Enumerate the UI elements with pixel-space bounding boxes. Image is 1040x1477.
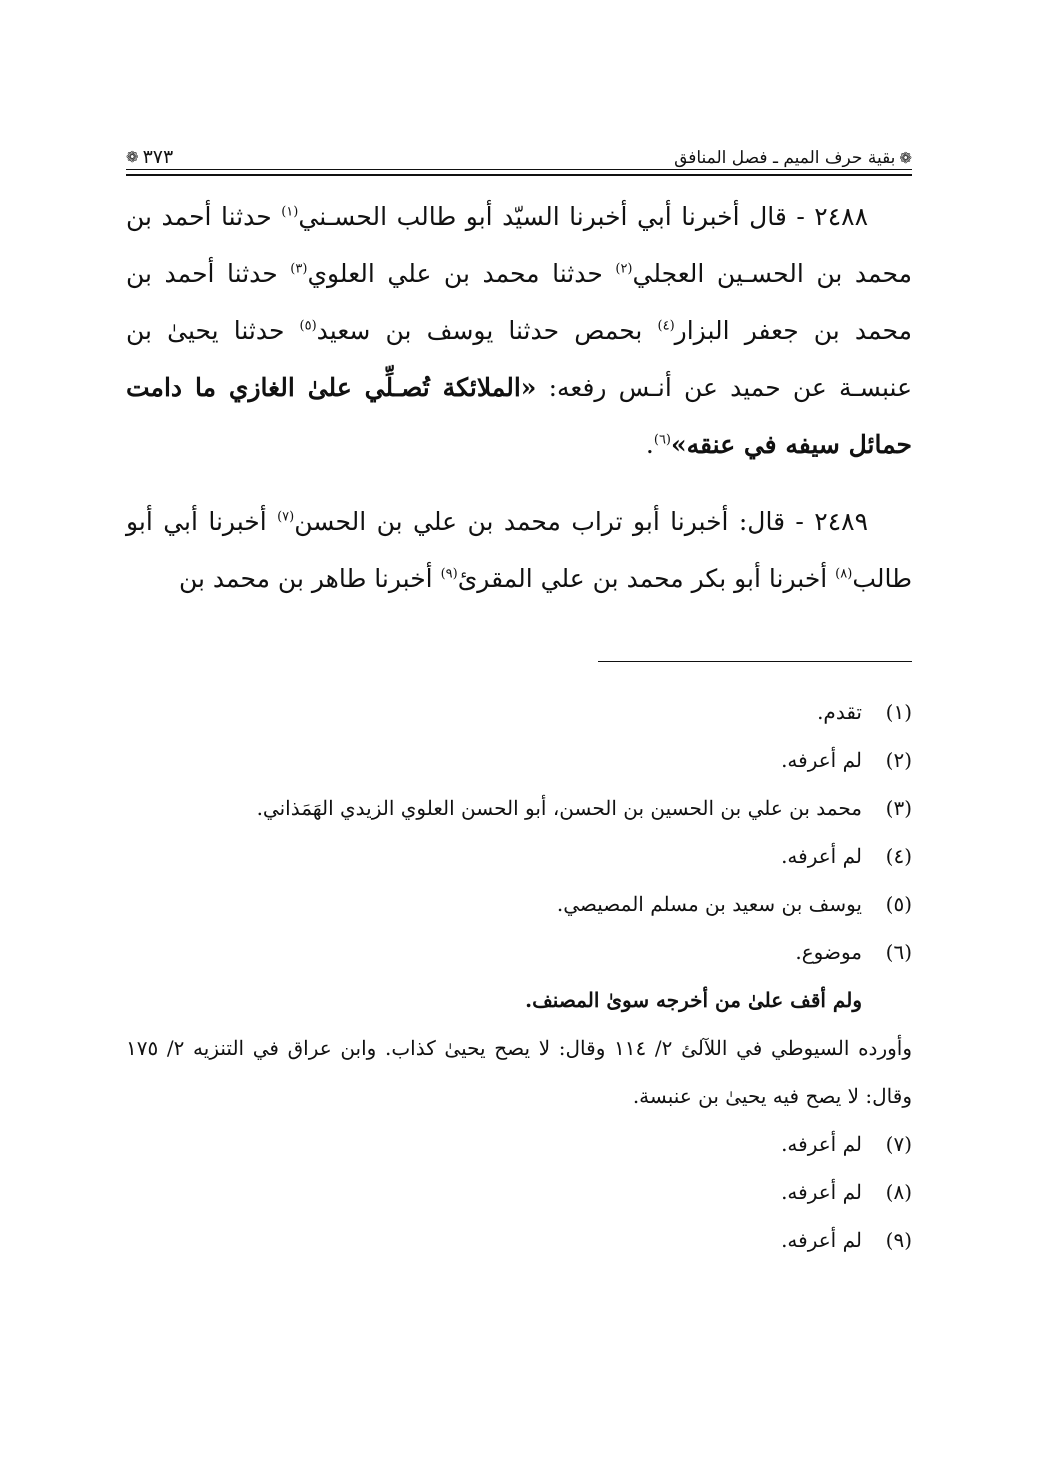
footnote-separator	[598, 661, 912, 662]
footnote-number: (٤)	[885, 844, 912, 868]
hadith-2489-paragraph	[126, 493, 912, 607]
footnote-text: موضوع.	[795, 940, 862, 964]
footnote	[126, 784, 912, 832]
text-segment: حدثنا أحمد بن محمد بن الحسـين العجلي	[126, 202, 912, 288]
footnote-ref: (٦)	[653, 432, 671, 448]
footnote-ref: (٩)	[440, 566, 458, 582]
footnote-text: لم أعرفه.	[781, 844, 862, 868]
footnote-ref: (٨)	[835, 566, 853, 582]
footnote-ref: (٤)	[657, 318, 675, 334]
footnotes	[126, 688, 912, 1264]
footnote	[126, 1120, 912, 1168]
footnote-number: (٦)	[885, 940, 912, 964]
footnote-number: (٨)	[885, 1180, 912, 1204]
hadith-text-bold: «الملائكة تُصـلِّي علىٰ الغازي ما دامت حمائل سيفه في عنقه»	[126, 373, 912, 459]
header-page-group	[126, 146, 173, 168]
main-text	[126, 188, 912, 607]
running-header	[126, 134, 912, 168]
text-segment: أخبرنا طاهر بن محمد بن	[178, 564, 441, 593]
footnote-ref: (٥)	[299, 318, 317, 334]
footnote	[126, 1216, 912, 1264]
text-segment: أخبرنا أبي أبو طالب	[126, 507, 912, 593]
footnote	[126, 1168, 912, 1216]
text-segment: حدثنا يحيىٰ بن عنبسـة عن حميد عن أنـس رفعه:	[126, 316, 912, 402]
footnote-ref: (٣)	[290, 261, 308, 277]
footnote-text: لم أعرفه.	[781, 1228, 862, 1252]
footnote	[126, 688, 912, 736]
text-segment: بحمص حدثنا يوسف بن سعيد	[316, 316, 658, 345]
footnote	[126, 928, 912, 976]
footnote-ref: (١)	[281, 204, 299, 220]
footnote-continuation-block: وأورده السيوطي في اللآلئ ٢/ ١١٤ وقال: لا يصح يحيىٰ كذاب. وابن عراق في التنزيه ٢/ ١٧٥ وقال: لا يصح فيه يحيىٰ بن عنبسة.	[126, 1036, 912, 1108]
text-segment: ٢٤٨٨ - قال أخبرنا أبي أخبرنا السيّد أبو طالب الحسـني	[298, 202, 868, 231]
footnote	[126, 736, 912, 784]
header-title-group	[674, 148, 912, 168]
footnote-text: محمد بن علي بن الحسين بن الحسن، أبو الحسن العلوي الزيدي الهَمَذاني.	[256, 796, 862, 820]
footnote-number: (٣)	[885, 796, 912, 820]
footnote	[126, 880, 912, 928]
page-number: ٣٧٣	[142, 146, 174, 168]
footnote	[126, 832, 912, 880]
footnote-ref: (٢)	[615, 261, 633, 277]
footnote-text: لم أعرفه.	[781, 748, 862, 772]
footnote-number: (٥)	[885, 892, 912, 916]
ornament-icon: ❁	[899, 149, 912, 167]
footnote-ref: (٧)	[277, 509, 295, 525]
footnote-text: تقدم.	[817, 700, 862, 724]
footnote-text: يوسف بن سعيد بن مسلم المصيصي.	[556, 892, 862, 916]
footnote-number: (٧)	[885, 1132, 912, 1156]
header-rule	[126, 169, 912, 176]
footnote-text: لم أعرفه.	[781, 1180, 862, 1204]
header-title: بقية حرف الميم ـ فصل المنافق	[674, 148, 896, 168]
text-segment: ٢٤٨٩ - قال: أخبرنا أبو تراب محمد بن علي بن الحسن	[294, 507, 868, 536]
text-segment: حدثنا محمد بن علي العلوي	[307, 259, 616, 288]
footnote-number: (١)	[885, 700, 912, 724]
footnote-number: (٩)	[885, 1228, 912, 1252]
footnote-continuation-bold: ولم أقف علىٰ من أخرجه سوىٰ المصنف.	[525, 988, 862, 1012]
text-segment: أخبرنا أبو بكر محمد بن علي المقرئ	[457, 564, 836, 593]
footnote-number: (٢)	[885, 748, 912, 772]
text-segment: حدثنا أحمد بن محمد بن جعفر البزار	[126, 259, 912, 345]
hadith-2488-paragraph	[126, 188, 912, 473]
text-segment: .	[645, 430, 654, 459]
ornament-icon: ❁	[126, 148, 139, 166]
footnote-text: لم أعرفه.	[781, 1132, 862, 1156]
